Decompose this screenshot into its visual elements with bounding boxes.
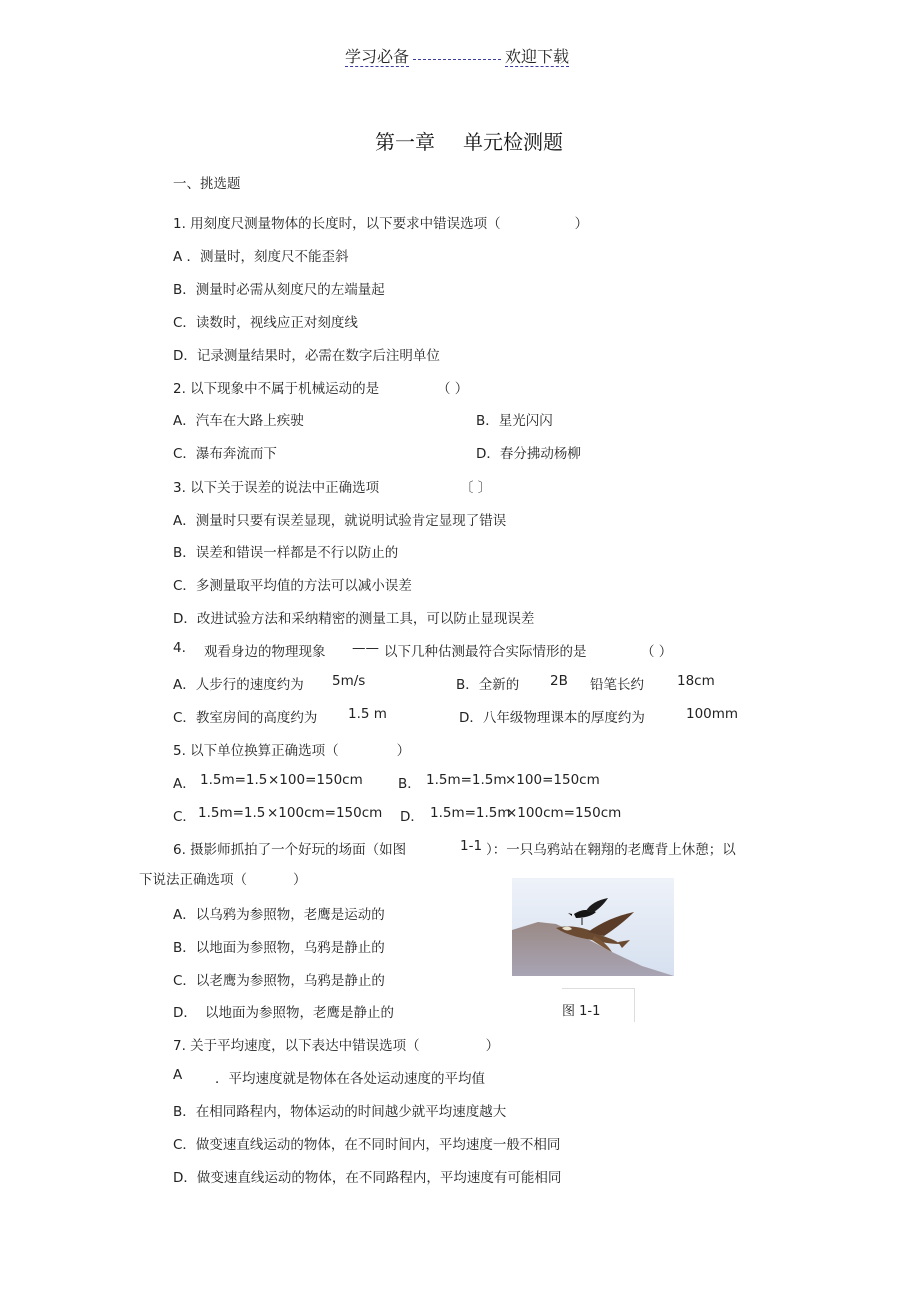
page-title bbox=[375, 126, 563, 155]
question-6-option-c: C．以老鹰为参照物，乌鸦是静止的 bbox=[173, 973, 385, 989]
question-3-paren: 〔 〕 bbox=[460, 480, 492, 496]
question-4-dash: —— bbox=[352, 640, 379, 656]
question-2-option-d: D．春分拂动杨柳 bbox=[476, 446, 581, 462]
question-5-option-b-left: 1.5m=1.5m bbox=[426, 772, 507, 788]
question-5-option-d-left: 1.5m=1.5m bbox=[430, 805, 511, 821]
question-5-option-c: C． bbox=[173, 809, 196, 825]
question-7-stem: 7. 关于平均速度，以下表达中错误选项（ ） bbox=[173, 1038, 500, 1054]
question-1-option-a: A ．测量时，刻度尺不能歪斜 bbox=[173, 249, 349, 265]
question-3-stem: 3. 以下关于误差的说法中正确选项 bbox=[173, 480, 380, 496]
question-3-option-c: C．多测量取平均值的方法可以减小误差 bbox=[173, 578, 412, 594]
question-4-option-d: D．八年级物理课本的厚度约为 bbox=[459, 710, 645, 726]
question-4-option-b: B．全新的 bbox=[456, 677, 520, 693]
header-left: 学习必备 bbox=[345, 47, 410, 66]
question-4-option-c-value: 1.5 m bbox=[348, 706, 387, 722]
question-5-stem: 5. 以下单位换算正确选项（ ） bbox=[173, 743, 411, 759]
question-4-option-b-value: 18cm bbox=[677, 673, 715, 689]
question-5-option-c-left: 1.5m=1.5 bbox=[198, 805, 266, 821]
question-6-stem: 6. 摄影师抓拍了一个好玩的场面（如图 bbox=[173, 842, 407, 858]
figure-caption: 图 1-1 bbox=[562, 988, 635, 1022]
header-right: 欢迎下载 bbox=[505, 47, 570, 66]
question-2-stem: 2. 以下现象中不属于机械运动的是 bbox=[173, 381, 380, 397]
header-dashed-line bbox=[413, 59, 501, 60]
question-4-option-b-text: 铅笔长约 bbox=[590, 677, 644, 693]
question-5-option-d: D． bbox=[400, 809, 424, 825]
question-7-option-b: B．在相同路程内，物体运动的时间越少就平均速度越大 bbox=[173, 1104, 507, 1120]
question-4-paren: （ ） bbox=[641, 644, 673, 660]
question-3-option-b: B．误差和错误一样都是不行以防止的 bbox=[173, 545, 399, 561]
question-7-option-a: A bbox=[173, 1067, 183, 1083]
page-header bbox=[345, 44, 569, 67]
question-4-option-a-value: 5m/s bbox=[332, 673, 366, 689]
question-5-option-c-right: ×100cm=150cm bbox=[267, 805, 383, 821]
question-4-stem-2: 以下几种估测最符合实际情形的是 bbox=[384, 644, 587, 660]
question-4-number: 4. bbox=[173, 640, 186, 656]
question-5-option-a-left: 1.5m=1.5 bbox=[200, 772, 268, 788]
question-4-option-c: C．教室房间的高度约为 bbox=[173, 710, 318, 726]
question-5-option-d-right: ×100cm=150cm bbox=[506, 805, 622, 821]
question-6-stem-3: 下说法正确选项（ ） bbox=[139, 872, 307, 888]
question-4-option-b-pencil: 2B bbox=[550, 673, 568, 689]
question-1-option-b: B．测量时必需从刻度尺的左端量起 bbox=[173, 282, 385, 298]
question-1-stem: 1. 用刻度尺测量物体的长度时，以下要求中错误选项（ ） bbox=[173, 216, 589, 232]
question-4-option-d-value: 100mm bbox=[686, 706, 739, 722]
question-5-option-a-right: ×100=150cm bbox=[268, 772, 363, 788]
question-5-option-b: B． bbox=[398, 776, 421, 792]
question-6-stem-2: ）：一只乌鸦站在翱翔的老鹰背上休憩；以 bbox=[486, 842, 736, 858]
question-6-figure-ref: 1-1 bbox=[460, 838, 483, 854]
question-2-option-c: C．瀑布奔流而下 bbox=[173, 446, 277, 462]
question-3-option-d: D．改进试验方法和采纳精密的测量工具，可以防止显现误差 bbox=[173, 611, 535, 627]
question-1-option-c: C．读数时，视线应正对刻度线 bbox=[173, 315, 358, 331]
question-5-option-b-right: ×100=150cm bbox=[505, 772, 600, 788]
question-6-option-d-text: 以地面为参照物，老鹰是静止的 bbox=[205, 1005, 394, 1021]
question-7-option-d: D．做变速直线运动的物体，在不同路程内，平均速度有可能相同 bbox=[173, 1170, 562, 1186]
question-4-option-a: A．人步行的速度约为 bbox=[173, 677, 304, 693]
question-6-option-b: B．以地面为参照物，乌鸦是静止的 bbox=[173, 940, 385, 956]
title-subject: 单元检测题 bbox=[463, 130, 563, 154]
figure-crow-on-eagle bbox=[512, 878, 674, 976]
question-2-option-b: B．星光闪闪 bbox=[476, 413, 553, 429]
question-1-option-d: D．记录测量结果时，必需在数字后注明单位 bbox=[173, 348, 440, 364]
question-5-option-a: A． bbox=[173, 776, 196, 792]
question-7-option-c: C．做变速直线运动的物体，在不同时间内，平均速度一般不相同 bbox=[173, 1137, 561, 1153]
title-chapter: 第一章 bbox=[375, 130, 435, 154]
section-heading: 一、挑选题 bbox=[173, 176, 241, 192]
question-3-option-a: A．测量时只要有误差显现，就说明试验肯定显现了错误 bbox=[173, 513, 507, 529]
question-2-option-a: A．汽车在大路上疾驶 bbox=[173, 413, 304, 429]
question-7-option-a-text: ．平均速度就是物体在各处运动速度的平均值 bbox=[215, 1071, 485, 1087]
question-6-option-d: D． bbox=[173, 1005, 197, 1021]
question-6-option-a: A．以乌鸦为参照物，老鹰是运动的 bbox=[173, 907, 385, 923]
question-4-stem: 观看身边的物理现象 bbox=[204, 644, 326, 660]
question-2-paren: （ ） bbox=[437, 381, 469, 397]
